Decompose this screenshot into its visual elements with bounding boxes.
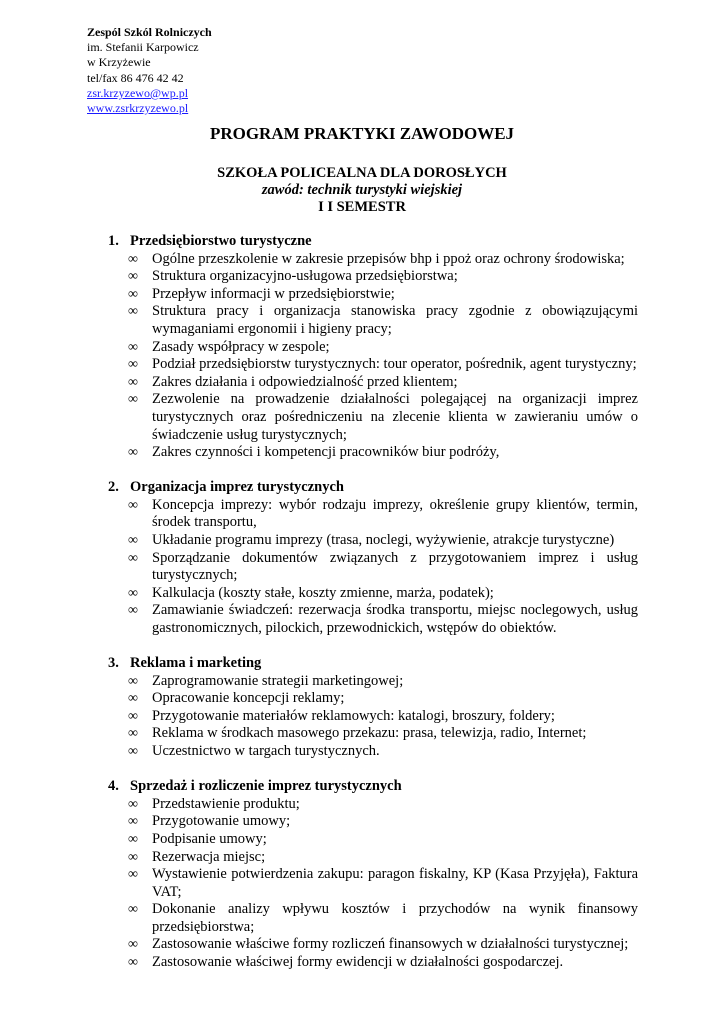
infinity-bullet-icon: ∞ [128,726,138,742]
list-item [106,813,638,831]
list-item-text: Zastosowanie właściwe formy rozliczeń finansowych w działalności turystycznej; [152,936,629,953]
list-item-text: Koncepcja imprezy: wybór rodzaju imprezy, określenie grupy klientów, termin, środek transportu, [152,496,638,531]
list-item-text: Zamawianie świadczeń: rezerwacja środka transportu, miejsc noclegowych, usług gastronomicznych, pilockich, przewodnickich, wstępów do obiektów. [152,602,638,636]
section-item-list [106,796,638,972]
list-item [106,831,638,849]
school-name: Zespól Szkól Rolniczych [87,25,212,39]
list-item [106,251,638,269]
list-item [106,936,638,954]
list-item [106,532,638,550]
section-title: Reklama i marketing [130,655,262,672]
infinity-bullet-icon: ∞ [128,603,138,619]
section-number: 3. [108,655,119,672]
list-item-text: Ogólne przeszkolenie w zakresie przepisów bhp i ppoż oraz ochrony środowiska; [152,250,625,267]
page-title: PROGRAM PRAKTYKI ZAWODOWEJ [209,124,515,143]
infinity-bullet-icon: ∞ [128,392,138,408]
infinity-bullet-icon: ∞ [128,550,138,566]
list-item-text: Uczestnictwo w targach turystycznych. [152,743,380,760]
section-item-list [106,673,638,761]
infinity-bullet-icon: ∞ [128,357,138,373]
program-section [106,479,638,637]
infinity-bullet-icon: ∞ [128,796,138,812]
list-item-text: Układanie programu imprezy (trasa, noclegi, wyżywienie, atrakcje turystyczne) [152,532,615,548]
list-item-text: Wystawienie potwierdzenia zakupu: paragon fiskalny, KP (Kasa Przyjęła), Faktura VAT; [152,866,638,900]
school-location: w Krzyżewie [87,55,151,70]
infinity-bullet-icon: ∞ [128,339,138,355]
program-section [106,233,638,462]
program-section [106,778,638,972]
list-item [106,954,638,972]
list-item-text: Zezwolenie na prowadzenie działalności polegającej na organizacji imprez turystycznych oraz pośredniczeniu na zlecenie klienta w zawieraniu umów o świadczenie usług turystycznych; [152,391,638,443]
email-link[interactable]: zsr.krzyzewo@wp.pl [87,85,189,100]
list-item [106,303,638,338]
list-item-text: Rezerwacja miejsc; [152,848,266,865]
list-item-text: Kalkulacja (koszty stałe, koszty zmienne, marża, podatek); [152,584,494,601]
list-item [106,866,638,901]
list-item [106,673,638,691]
infinity-bullet-icon: ∞ [128,251,138,267]
infinity-bullet-icon: ∞ [128,744,138,760]
section-item-list [106,251,638,462]
list-item [106,585,638,603]
list-item [106,550,638,585]
program-subtitle [0,165,724,216]
infinity-bullet-icon: ∞ [128,708,138,724]
list-item [106,602,638,637]
list-item-text: Przygotowanie materiałów reklamowych: katalogi, broszury, foldery; [152,707,555,724]
section-number: 4. [108,778,119,795]
section-number: 2. [108,479,119,496]
infinity-bullet-icon: ∞ [128,849,138,865]
list-item [106,339,638,357]
list-item-text: Przedstawienie produktu; [152,795,300,812]
section-title: Organizacja imprez turystycznych [130,479,344,496]
list-item [106,356,638,374]
section-heading [106,479,638,497]
list-item-text: Przepływ informacji w przedsiębiorstwie; [152,285,395,302]
list-item-text: Podział przedsiębiorstw turystycznych: tour operator, pośrednik, agent turystyczny; [152,356,637,373]
list-item [106,286,638,304]
infinity-bullet-icon: ∞ [128,902,138,918]
list-item-text: Struktura pracy i organizacja stanowiska pracy zgodnie z obowiązującymi wymaganiami ergonomii i higieny pracy; [152,303,638,337]
list-item [106,374,638,392]
school-type: SZKOŁA POLICEALNA DLA DOROSŁYCH [217,165,507,181]
section-title: Sprzedaż i rozliczenie imprez turystycznych [130,778,402,795]
infinity-bullet-icon: ∞ [128,445,138,461]
list-item-text: Zakres czynności i kompetencji pracowników biur podróży, [152,444,500,461]
list-item [106,743,638,761]
infinity-bullet-icon: ∞ [128,937,138,953]
section-item-list [106,497,638,638]
website-link[interactable]: www.zsrkrzyzewo.pl [87,101,189,116]
section-heading [106,655,638,673]
list-item [106,725,638,743]
semester-line: I I SEMESTR [318,199,406,215]
list-item [106,849,638,867]
list-item [106,901,638,936]
program-sections [106,233,638,989]
list-item-text: Zasady współpracy w zespole; [152,338,330,355]
infinity-bullet-icon: ∞ [128,497,138,513]
list-item-text: Zakres działania i odpowiedzialność przed klientem; [152,373,458,390]
school-phone: tel/fax 86 476 42 42 [87,70,184,85]
list-item-text: Podpisanie umowy; [152,830,267,847]
list-item [106,268,638,286]
list-item-text: Opracowanie koncepcji reklamy; [152,690,345,707]
list-item-text: Dokonanie analizy wpływu kosztów i przychodów na wynik finansowy przedsiębiorstwa; [152,901,638,935]
list-item [106,690,638,708]
list-item-text: Przygotowanie umowy; [152,813,291,830]
section-heading [106,778,638,796]
infinity-bullet-icon: ∞ [128,304,138,320]
list-item-text: Reklama w środkach masowego przekazu: prasa, telewizja, radio, Internet; [152,725,587,742]
list-item [106,444,638,462]
infinity-bullet-icon: ∞ [128,585,138,601]
section-heading [106,233,638,251]
infinity-bullet-icon: ∞ [128,286,138,302]
infinity-bullet-icon: ∞ [128,814,138,830]
profession-line: zawód: technik turystyki wiejskiej [261,182,463,198]
infinity-bullet-icon: ∞ [128,533,138,548]
infinity-bullet-icon: ∞ [128,673,138,689]
infinity-bullet-icon: ∞ [128,269,138,285]
list-item [106,708,638,726]
school-patron: im. Stefanii Karpowicz [87,40,199,55]
infinity-bullet-icon: ∞ [128,374,138,390]
list-item-text: Struktura organizacyjno-usługowa przedsiębiorstwa; [152,268,458,285]
list-item [106,796,638,814]
list-item [106,497,638,532]
infinity-bullet-icon: ∞ [128,867,138,883]
section-number: 1. [108,233,119,249]
section-title: Przedsiębiorstwo turystyczne [130,233,312,249]
infinity-bullet-icon: ∞ [128,955,138,971]
school-header [87,25,212,116]
list-item-text: Sporządzanie dokumentów związanych z przygotowaniem imprez i usług turystycznych; [152,549,638,584]
list-item-text: Zastosowanie właściwej formy ewidencji w działalności gospodarczej. [152,954,564,971]
list-item-text: Zaprogramowanie strategii marketingowej; [152,672,404,689]
infinity-bullet-icon: ∞ [128,831,138,847]
list-item [106,391,638,444]
infinity-bullet-icon: ∞ [128,691,138,707]
program-section [106,655,638,761]
